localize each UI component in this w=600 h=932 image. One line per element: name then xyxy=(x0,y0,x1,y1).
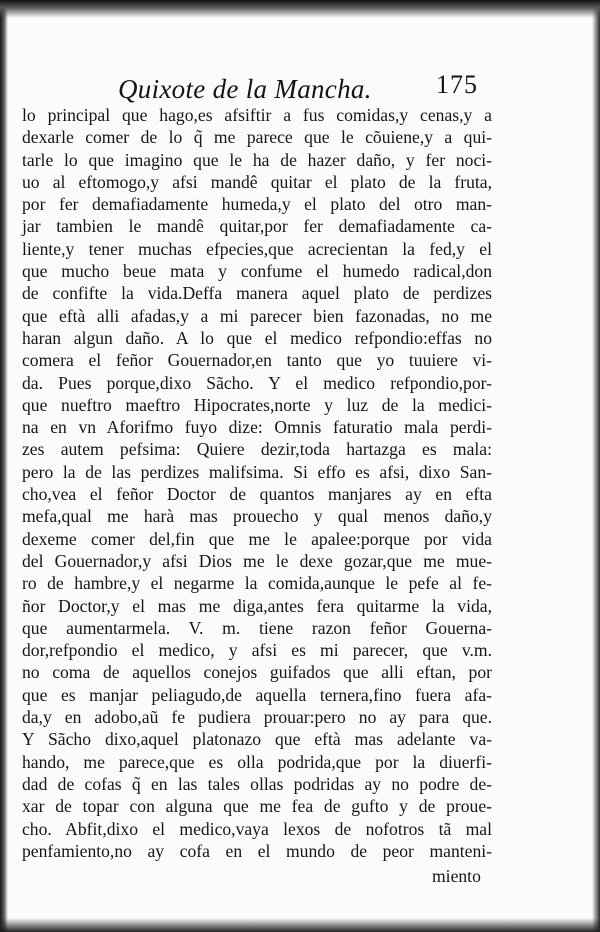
text-line: por fer demafiadamente humeda,y el plato del otro man- xyxy=(22,194,492,215)
text-line: no coma de aquellos conejos guifados que alli eftan, por xyxy=(22,662,492,683)
catchword: miento xyxy=(432,866,481,886)
text-line: uo al eftomogo,y afsi mandê quitar el plato de la fruta, xyxy=(22,171,492,192)
body-text xyxy=(22,104,492,862)
text-line: que es manjar peliagudo,de aquella ternera,fino fuera afa- xyxy=(22,684,492,705)
text-line: da. Pues porque,dixo Sãcho. Y el medico refpondio,por- xyxy=(22,372,492,393)
text-line: haran algun daño. A lo que el medico refpondio:effas no xyxy=(22,327,492,348)
text-line: penfamiento,no ay cofa en el mundo de peor manteni- xyxy=(22,840,492,861)
text-line: zes autem pefsima: Quiere dezir,toda hartazga es mala: xyxy=(22,439,492,460)
text-line: dad de cofas q̃ en las tales ollas podridas ay no podre de- xyxy=(22,773,492,794)
running-title: Quixote de la Mancha. xyxy=(118,74,372,104)
text-line: na en vn Aforifmo fuyo dize: Omnis faturatio mala perdi- xyxy=(22,417,492,438)
page-top-shadow xyxy=(0,0,600,18)
text-line: tarle lo que imagino que le ha de hazer daño, y fer noci- xyxy=(22,149,492,170)
text-line: de confifte la vida.Deffa manera aquel plato de perdizes xyxy=(22,283,492,304)
text-line: ro de hambre,y el negarme la comida,aunque le pefe al fe- xyxy=(22,573,492,594)
page-number: 175 xyxy=(436,70,478,99)
text-line: Y Sãcho dixo,aquel platonazo que eftà mas adelante va- xyxy=(22,729,492,750)
running-head xyxy=(118,70,498,108)
text-line: que eftà alli afadas,y a mi parecer bien fazonadas, no me xyxy=(22,305,492,326)
text-line: dor,refpondio el medico, y afsi es mi parecer, que v.m. xyxy=(22,640,492,661)
text-line: jar tambien le mandê quitar,por fer demafiadamente ca- xyxy=(22,216,492,237)
page-left-shadow xyxy=(0,0,8,932)
text-line: comera el feñor Gouernador,en tanto que yo tuuiere vi- xyxy=(22,350,492,371)
page-right-shadow xyxy=(592,0,600,932)
text-line: que aumentarmela. V. m. tiene razon feñor Gouerna- xyxy=(22,617,492,638)
text-line: dexeme comer del,fin que me le apalee:porque por vida xyxy=(22,528,492,549)
text-line: pero la de las perdizes malifsima. Si effo es afsi, dixo San- xyxy=(22,461,492,482)
text-line: liente,y tener muchas efpecies,que acrecientan la fed,y el xyxy=(22,238,492,259)
text-line: que nueftro maeftro Hipocrates,norte y luz de la medici- xyxy=(22,394,492,415)
text-line: que mucho beue mata y confume el humedo radical,don xyxy=(22,261,492,282)
text-line: ñor Doctor,y el mas me diga,antes fera quitarme la vida, xyxy=(22,595,492,616)
text-line: mefa,qual me harà mas prouecho y qual menos daño,y xyxy=(22,506,492,527)
text-line: da,y en adobo,aũ fe pudiera prouar:pero no ay para que. xyxy=(22,707,492,728)
text-line: dexarle comer de lo q̃ me parece que le cõuiene,y a qui- xyxy=(22,127,492,148)
text-line: lo principal que hago,es afsiftir a fus comidas,y cenas,y a xyxy=(22,105,492,125)
page-bottom-shadow xyxy=(0,918,600,932)
text-line: del Gouernador,y afsi Dios me le dexe gozar,que me mue- xyxy=(22,550,492,571)
text-line: hando, me parece,que es olla podrida,que por la diuerfi- xyxy=(22,751,492,772)
text-line: cho. Abfit,dixo el medico,vaya lexos de nofotros tã mal xyxy=(22,818,492,839)
text-line: xar de topar con alguna que me fea de gufto y de proue- xyxy=(22,796,492,817)
text-line: cho,vea el feñor Doctor de quantos manjares ay en efta xyxy=(22,484,492,505)
